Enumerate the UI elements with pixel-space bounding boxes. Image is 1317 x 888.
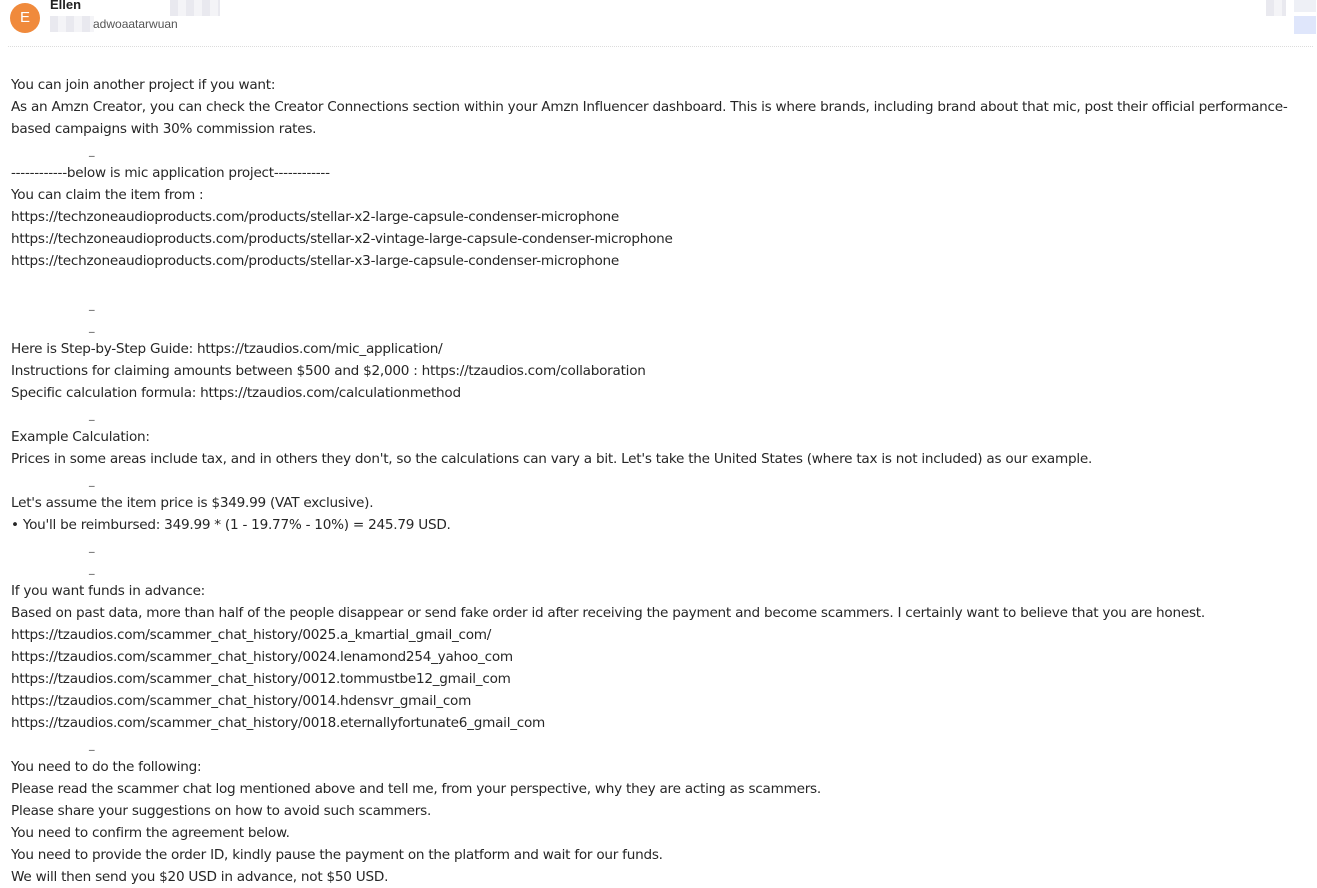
- body-line: • You'll be reimbursed: 349.99 * (1 - 19.77% - 10%) = 245.79 USD.: [11, 517, 451, 533]
- redacted-email-prefix: [50, 16, 94, 32]
- body-line: Let's assume the item price is $349.99 (VAT exclusive).: [11, 495, 374, 511]
- separator-mark: [11, 536, 1313, 558]
- body-line: We will then send you $20 USD in advance, not $50 USD.: [11, 869, 389, 885]
- body-line: If you want funds in advance:: [11, 583, 206, 599]
- scammer-chat-link[interactable]: https://tzaudios.com/scammer_chat_history/0018.eternallyfortunate6_gmail_com: [11, 715, 546, 731]
- body-line: Please read the scammer chat log mentioned above and tell me, from your perspective, why they are acting as scammers.: [11, 781, 821, 797]
- body-line: You can claim the item from :: [11, 187, 204, 203]
- body-paragraph: As an Amzn Creator, you can check the Creator Connections section within your Amzn Influencer dashboard. This is where brands, including brand about that mic, post their official performance-based campaigns with 30% commission rates.: [11, 99, 1288, 137]
- body-line: You need to do the following:: [11, 759, 202, 775]
- body-line: You need to confirm the agreement below.: [11, 825, 290, 841]
- formula-link-line[interactable]: Specific calculation formula: https://tzaudios.com/calculationmethod: [11, 385, 461, 401]
- separator-mark: [11, 470, 1313, 492]
- instructions-link-line[interactable]: Instructions for claiming amounts between $500 and $2,000 : https://tzaudios.com/collaboration: [11, 363, 646, 379]
- separator-mark: [11, 316, 1313, 338]
- section-divider-text: ------------below is mic application project------------: [11, 165, 330, 181]
- redacted-action-2[interactable]: [1294, 16, 1316, 34]
- separator-glyph: _: [89, 474, 95, 487]
- email-body: [11, 74, 1313, 888]
- product-link[interactable]: https://techzoneaudioproducts.com/products/stellar-x2-vintage-large-capsule-condenser-microphone: [11, 231, 673, 247]
- scammer-chat-link[interactable]: https://tzaudios.com/scammer_chat_history/0024.lenamond254_yahoo_com: [11, 649, 513, 665]
- body-line: Example Calculation:: [11, 429, 150, 445]
- scammer-chat-link[interactable]: https://tzaudios.com/scammer_chat_history/0012.tommustbe12_gmail_com: [11, 671, 511, 687]
- scammer-chat-link[interactable]: https://tzaudios.com/scammer_chat_history/0014.hdensvr_gmail_com: [11, 693, 472, 709]
- product-link[interactable]: https://techzoneaudioproducts.com/products/stellar-x2-large-capsule-condenser-microphone: [11, 209, 619, 225]
- separator-glyph: _: [89, 408, 95, 421]
- header-divider: [8, 46, 1313, 47]
- redacted-date: [1266, 0, 1286, 16]
- product-link[interactable]: https://techzoneaudioproducts.com/products/stellar-x3-large-capsule-condenser-microphone: [11, 253, 619, 269]
- blank-line: [11, 272, 1313, 294]
- body-line: You can join another project if you want:: [11, 77, 276, 93]
- separator-glyph: _: [89, 320, 95, 333]
- body-line: Prices in some areas include tax, and in others they don't, so the calculations can vary a bit. Let's take the United States (where tax is not included) as our example.: [11, 451, 1093, 467]
- scammer-chat-link[interactable]: https://tzaudios.com/scammer_chat_history/0025.a_kmartial_gmail_com/: [11, 627, 492, 643]
- email-header: [0, 0, 1317, 46]
- guide-link-line[interactable]: Here is Step-by-Step Guide: https://tzaudios.com/mic_application/: [11, 341, 443, 357]
- separator-glyph: _: [89, 298, 95, 311]
- sender-email[interactable]: adwoaatarwuan: [93, 17, 178, 31]
- separator-mark: [11, 294, 1313, 316]
- separator-mark: [11, 404, 1313, 426]
- body-line: Based on past data, more than half of the people disappear or send fake order id after receiving the payment and become scammers. I certainly want to believe that you are honest.: [11, 605, 1205, 621]
- sender-avatar[interactable]: E: [10, 3, 40, 33]
- body-line: Please share your suggestions on how to avoid such scammers.: [11, 803, 432, 819]
- separator-mark: [11, 734, 1313, 756]
- redacted-action[interactable]: [1294, 0, 1316, 12]
- separator-glyph: _: [89, 562, 95, 575]
- separator-mark: [11, 558, 1313, 580]
- separator-glyph: _: [89, 738, 95, 751]
- separator-glyph: _: [89, 540, 95, 553]
- redacted-name-block: [170, 0, 220, 16]
- separator-glyph: _: [89, 144, 95, 157]
- sender-name[interactable]: Ellen: [50, 0, 82, 12]
- separator-mark: [11, 140, 1313, 162]
- body-line: You need to provide the order ID, kindly pause the payment on the platform and wait for our funds.: [11, 847, 663, 863]
